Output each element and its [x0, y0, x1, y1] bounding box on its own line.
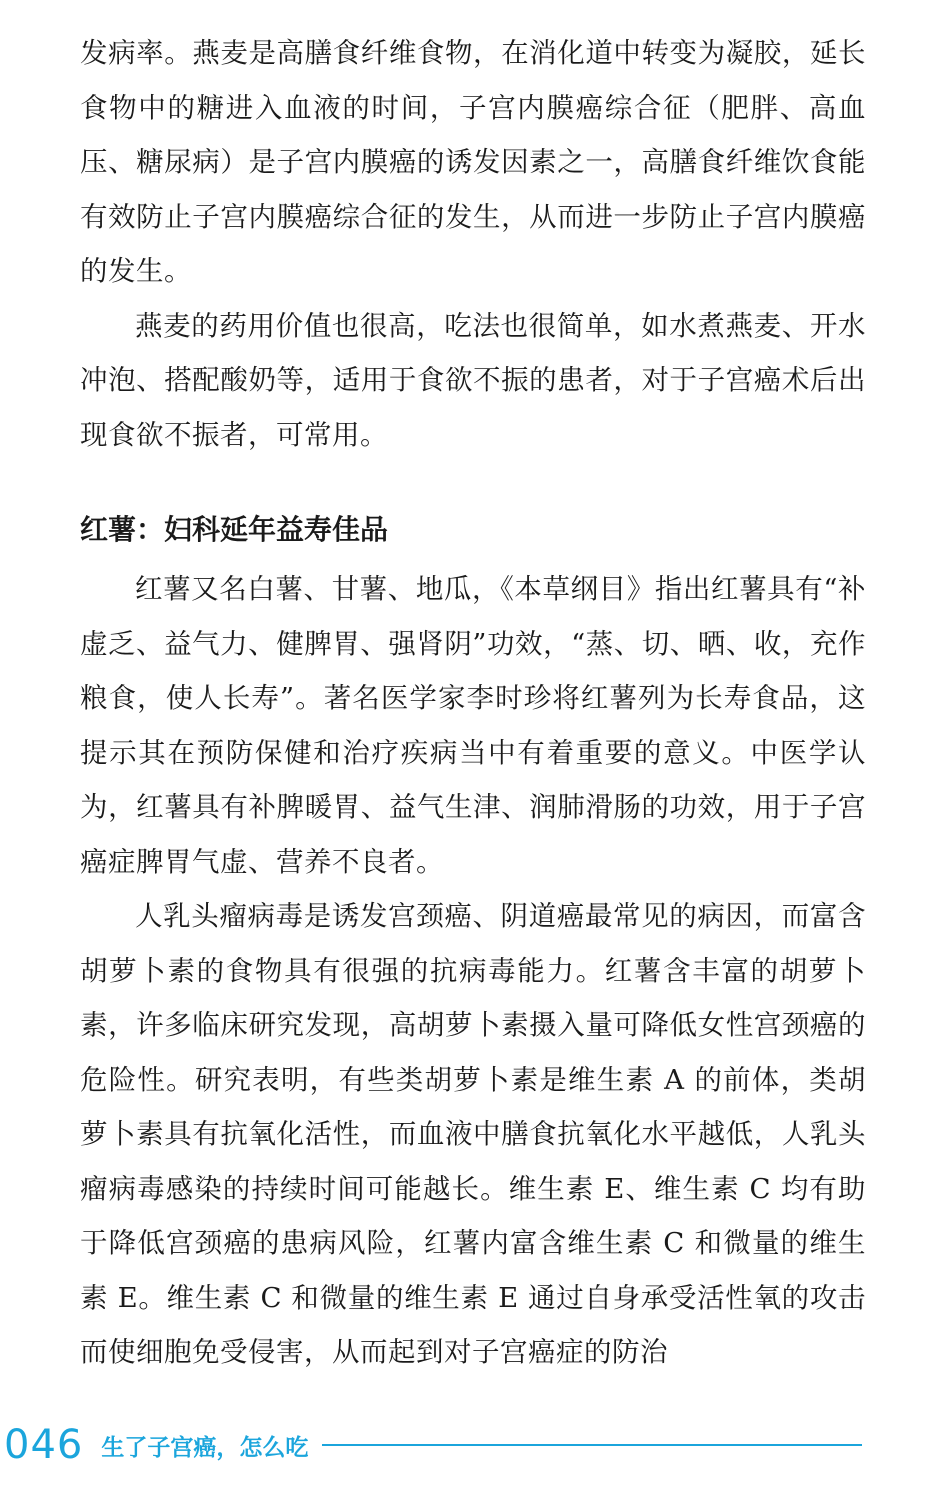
section-heading-sweet-potato: 红薯：妇科延年益寿佳品	[80, 513, 389, 546]
body-paragraph-continued: 发病率。燕麦是高膳食纤维食物，在消化道中转变为凝胶，延长食物中的糖进入血液的时间，子宫内膜癌综合征（肥胖、高血压、糖尿病）是子宫内膜癌的诱发因素之一，高膳食纤维饮食能有效防止子宫内膜癌综合征的发生，从而进一步防止子宫内膜癌的发生。	[80, 37, 866, 287]
page-footer	[0, 1420, 945, 1470]
body-paragraph-oat-usage: 燕麦的药用价值也很高，吃法也很简单，如水煮燕麦、开水冲泡、搭配酸奶等，适用于食欲不振的患者，对于子宫癌术后出现食欲不振者，可常用。	[80, 309, 866, 451]
page-body	[80, 26, 866, 1380]
body-paragraph-sweet-potato-intro: 红薯又名白薯、甘薯、地瓜，《本草纲目》指出红薯具有“补虚乏、益气力、健脾胃、强肾阴”功效，“蒸、切、晒、收，充作粮食，使人长寿”。著名医学家李时珍将红薯列为长寿食品，这提示其在预防保健和治疗疾病当中有着重要的意义。中医学认为，红薯具有补脾暖胃、益气生津、润肺滑肠的功效，用于子宫癌症脾胃气虚、营养不良者。	[80, 573, 866, 878]
page-number: 046	[4, 1422, 84, 1468]
body-paragraph-sweet-potato-hpv: 人乳头瘤病毒是诱发宫颈癌、阴道癌最常见的病因，而富含胡萝卜素的食物具有很强的抗病毒能力。红薯含丰富的胡萝卜素，许多临床研究发现，高胡萝卜素摄入量可降低女性宫颈癌的危险性。研究表明，有些类胡萝卜素是维生素 A 的前体，类胡萝卜素具有抗氧化活性，而血液中膳食抗氧化水平越低，人乳头瘤病毒感染的持续时间可能越长。维生素 E、维生素 C 均有助于降低宫颈癌的患病风险，红薯内富含维生素 C 和微量的维生素 E。维生素 C 和微量的维生素 E 通过自身承受活性氧的攻击而使细胞免受侵害，从而起到对子宫癌症的防治	[80, 900, 866, 1368]
footer-divider-line	[322, 1444, 862, 1446]
running-book-title: 生了子宫癌，怎么吃	[101, 1434, 309, 1461]
